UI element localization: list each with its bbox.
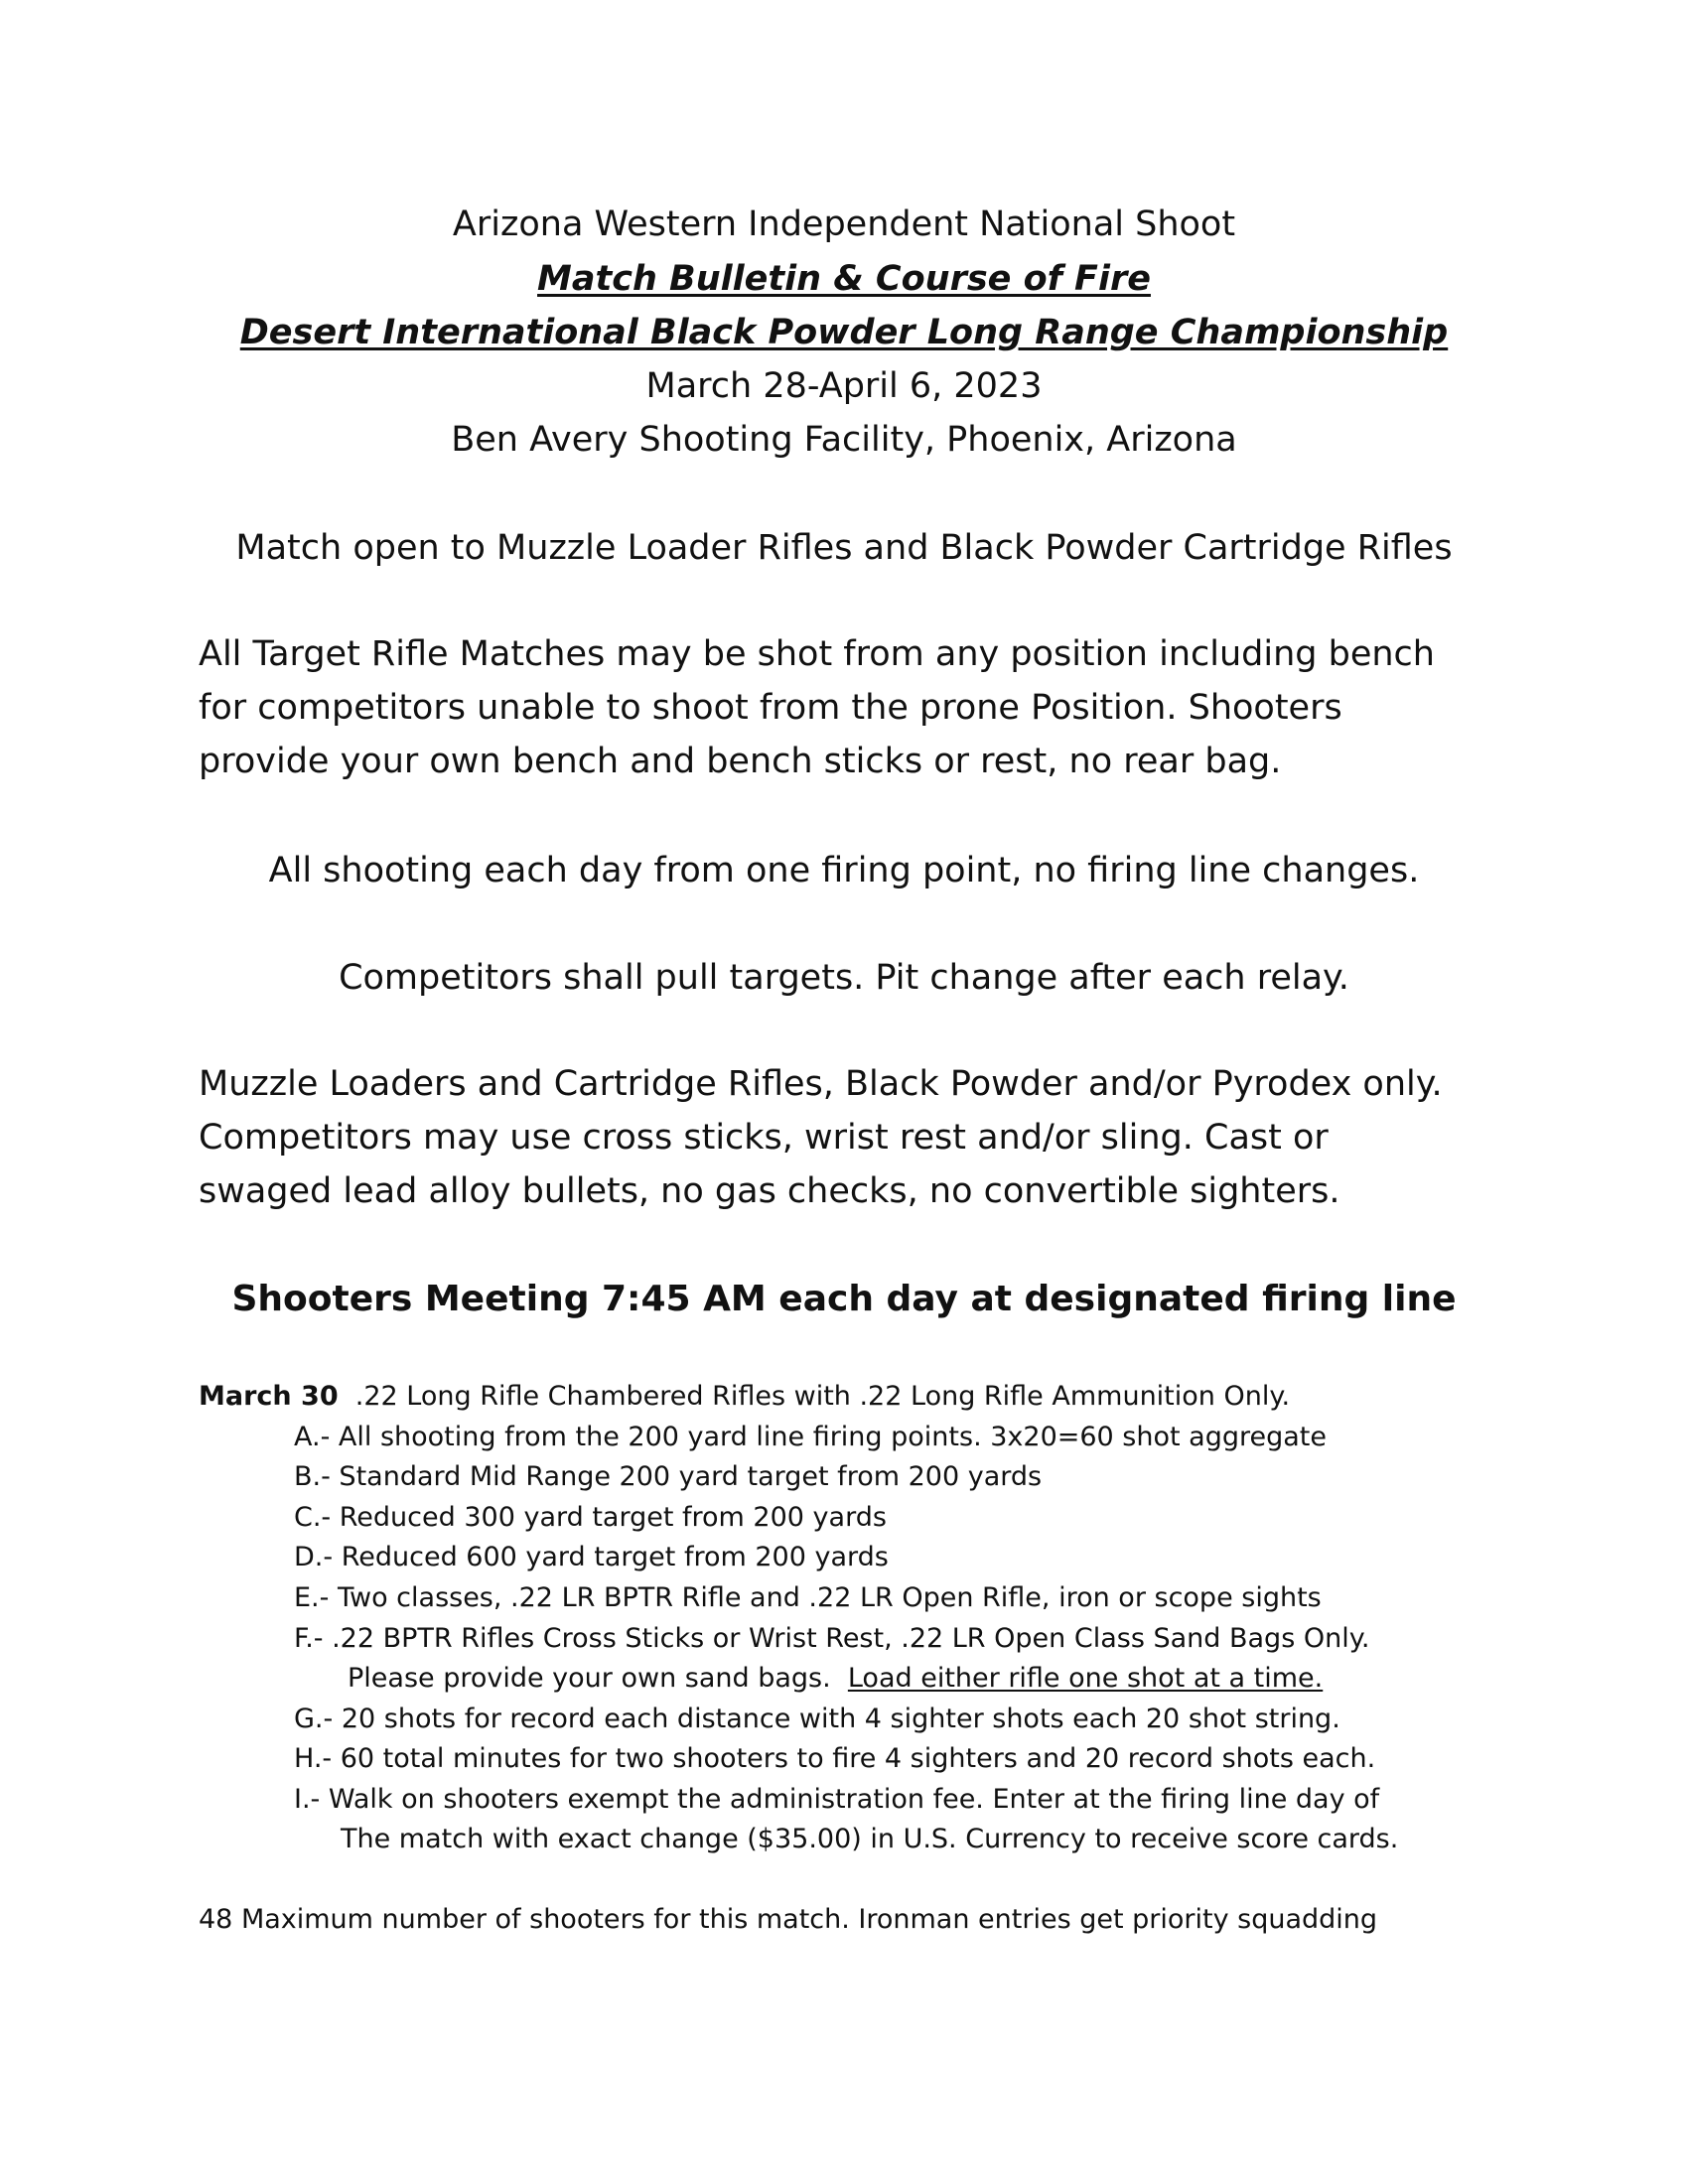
event-dates: March 28-April 6, 2023 [645,366,1043,406]
org-title: Arizona Western Independent National Shoot [452,205,1236,244]
schedule-item-d: D.- Reduced 600 yard target from 200 yards [294,1542,889,1572]
schedule-item-f: F.- .22 BPTR Rifles Cross Sticks or Wrist Rest, .22 LR Open Class Sand Bags Only. [294,1623,1370,1654]
event-location: Ben Avery Shooting Facility, Phoenix, Arizona [451,420,1237,460]
sand-bags-note: Please provide your own sand bags. [348,1663,848,1694]
rules-line: Competitors may use cross sticks, wrist rest and/or sling. Cast or [199,1118,1329,1158]
rules-paragraph [199,1057,1509,1218]
schedule-heading [199,1377,1290,1417]
schedule-title: .22 Long Rifle Chambered Rifles with .22 Long Rifle Ammunition Only. [338,1381,1291,1412]
schedule-item-f-continued [348,1659,1323,1699]
positions-line: All Target Rifle Matches may be shot from any position including bench [199,634,1435,674]
positions-paragraph [199,627,1509,788]
shooters-meeting: Shooters Meeting 7:45 AM each day at designated firing line [231,1279,1457,1319]
positions-line: provide your own bench and bench sticks or rest, no rear bag. [199,742,1282,781]
schedule-item-a: A.- All shooting from the 200 yard line firing points. 3x20=60 shot aggregate [294,1422,1328,1452]
load-rule-note: Load either rifle one shot at a time. [847,1663,1324,1694]
match-open-text: Match open to Muzzle Loader Rifles and Black Powder Cartridge Rifles [235,528,1453,568]
schedule-item-h: H.- 60 total minutes for two shooters to fire 4 sighters and 20 record shots each. [294,1743,1376,1774]
schedule-item-e: E.- Two classes, .22 LR BPTR Rifle and .22 LR Open Rifle, iron or scope sights [294,1582,1322,1613]
pull-targets-text: Competitors shall pull targets. Pit change after each relay. [339,958,1349,998]
firing-point-text: All shooting each day from one firing point, no firing line changes. [268,851,1420,890]
championship-title: Desert International Black Powder Long Range Championship [239,313,1449,352]
positions-line: for competitors unable to shoot from the prone Position. Shooters [199,688,1342,728]
schedule-date: March 30 [199,1381,339,1412]
schedule-item-i: I.- Walk on shooters exempt the administration fee. Enter at the firing line day of [294,1784,1380,1815]
schedule-item-g: G.- 20 shots for record each distance with 4 sighter shots each 20 shot string. [294,1704,1340,1734]
schedule-item-c: C.- Reduced 300 yard target from 200 yards [294,1502,887,1533]
rules-line: swaged lead alloy bullets, no gas checks, no convertible sighters. [199,1171,1340,1211]
rules-line: Muzzle Loaders and Cartridge Rifles, Black Powder and/or Pyrodex only. [199,1064,1443,1104]
bulletin-title: Match Bulletin & Course of Fire [537,259,1151,299]
schedule-item-i-continued: The match with exact change ($35.00) in U.S. Currency to receive score cards. [341,1824,1399,1854]
max-shooters-note: 48 Maximum number of shooters for this match. Ironman entries get priority squadding [199,1904,1378,1935]
schedule-item-b: B.- Standard Mid Range 200 yard target from 200 yards [294,1461,1043,1492]
